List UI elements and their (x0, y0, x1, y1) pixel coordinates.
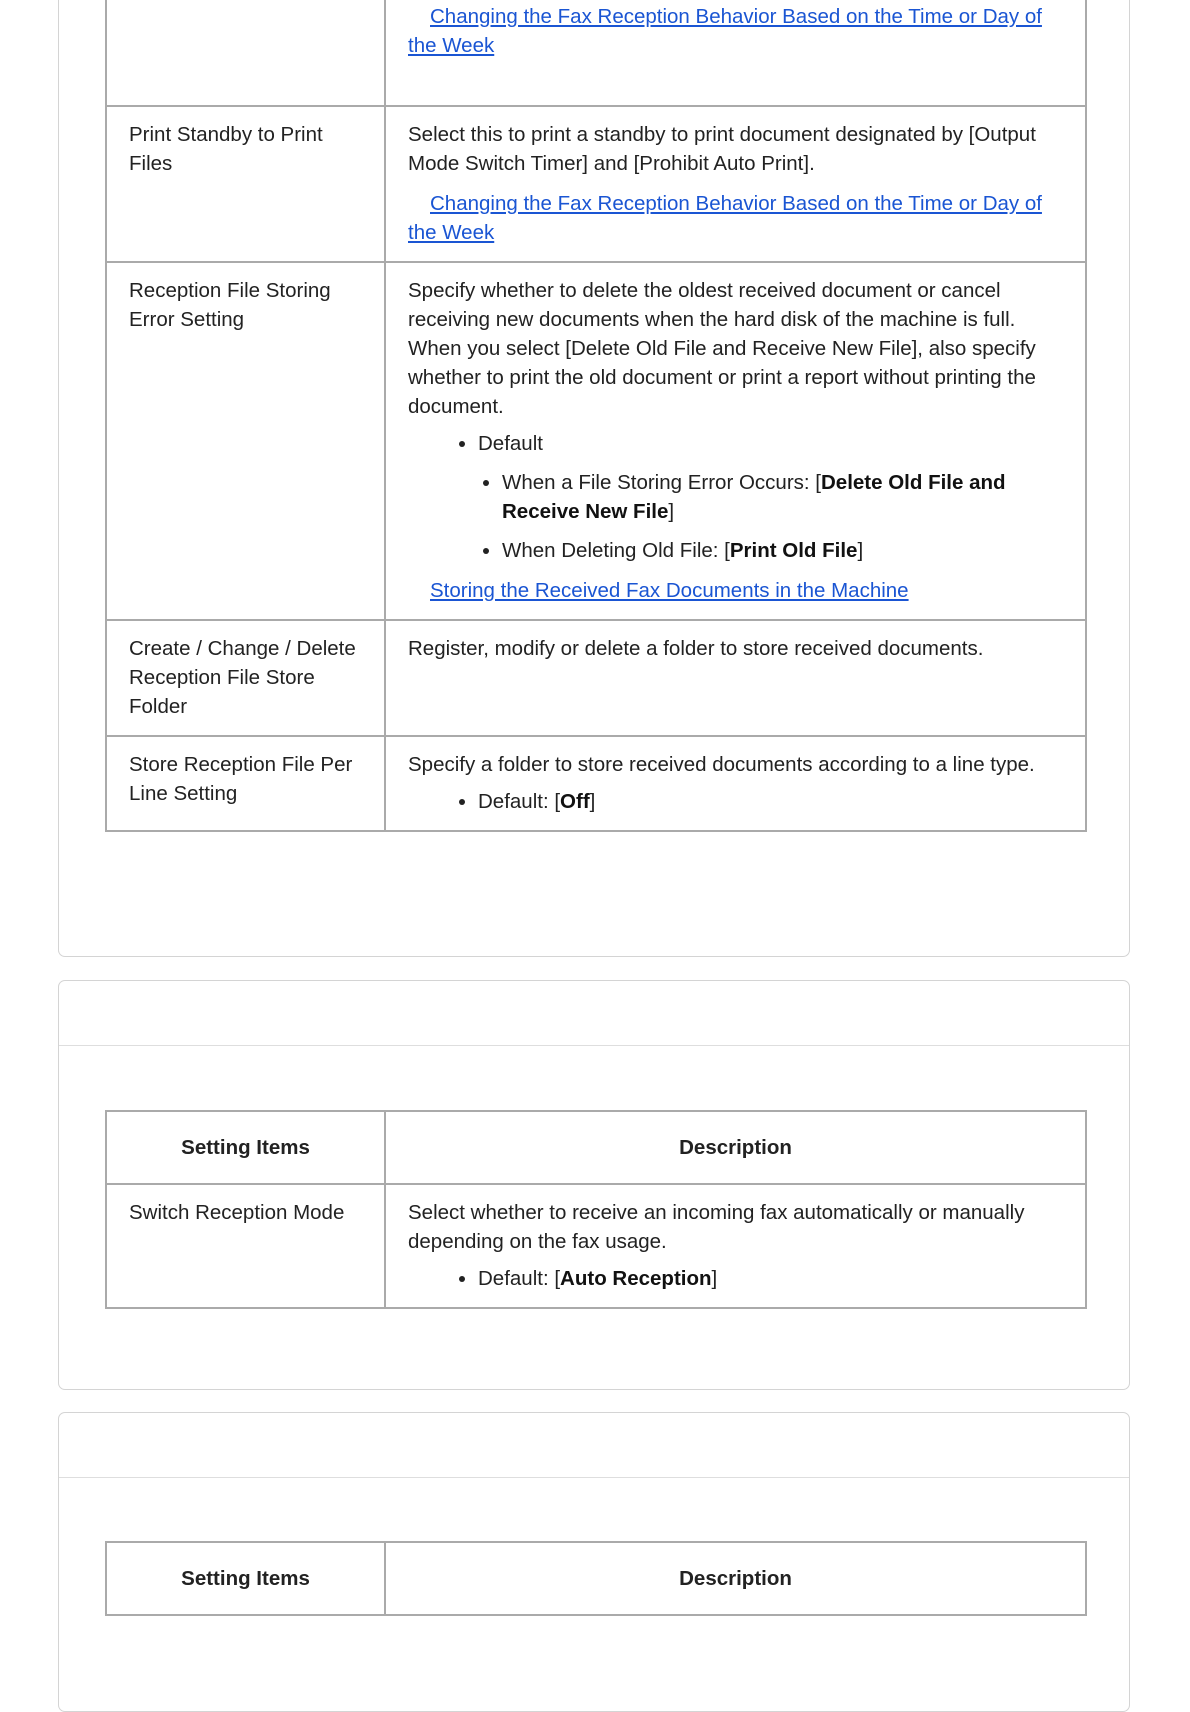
setting-item-cell: Store Reception File Per Line Setting (106, 736, 385, 831)
description-text: Select this to print a standby to print document designated by [Output Mode Switch Timer] and [Prohibit Auto Print]. (408, 123, 1036, 175)
table-row (106, 0, 1086, 106)
description-text: Specify whether to delete the oldest received document or cancel receiving new documents when the hard disk of the machine is full. When you select [Delete Old File and Receive New File], also specify whether to print the old document or print a report without printing the document. (408, 279, 1036, 418)
description-text: Register, modify or delete a folder to store received documents. (408, 637, 984, 660)
table-row (106, 620, 1086, 736)
panel-header (59, 981, 1129, 1046)
table-row (106, 1184, 1086, 1308)
description-text: Select whether to receive an incoming fax automatically or manually depending on the fax usage. (408, 1201, 1025, 1253)
list-item: • When a File Storing Error Occurs: [Delete Old File and Receive New File] (502, 468, 1063, 526)
column-header-description: Description (385, 1111, 1086, 1184)
table-header-row (106, 1542, 1086, 1615)
default-list (408, 787, 1063, 816)
settings-table-2 (105, 1110, 1087, 1309)
description-cell (385, 1184, 1086, 1308)
column-header-description: Description (385, 1542, 1086, 1615)
setting-item-cell: Create / Change / Delete Reception File Store Folder (106, 620, 385, 736)
table-row (106, 736, 1086, 831)
default-sublist (478, 468, 1063, 565)
related-link-paragraph (408, 2, 1063, 60)
description-text: Specify a folder to store received documents according to a line type. (408, 753, 1035, 776)
settings-panel-3 (58, 1412, 1130, 1712)
table-row (106, 262, 1086, 620)
related-link-paragraph (408, 189, 1063, 247)
default-list (408, 429, 1063, 565)
setting-item-cell: Print Standby to Print Files (106, 106, 385, 262)
settings-panel-1 (58, 0, 1130, 957)
default-list (408, 1264, 1063, 1293)
settings-table-3 (105, 1541, 1087, 1616)
setting-item-cell: Reception File Storing Error Setting (106, 262, 385, 620)
settings-panel-2 (58, 980, 1130, 1390)
related-link[interactable]: Changing the Fax Reception Behavior Based on the Time or Day of the Week (408, 5, 1042, 57)
description-cell (385, 262, 1086, 620)
description-cell (385, 0, 1086, 106)
list-item: • Default: [Off] (478, 787, 1063, 816)
related-link-paragraph (408, 576, 1063, 605)
description-cell (385, 736, 1086, 831)
description-cell (385, 106, 1086, 262)
settings-table-1 (105, 0, 1087, 832)
related-link[interactable]: Changing the Fax Reception Behavior Based on the Time or Day of the Week (408, 192, 1042, 244)
list-item: • When Deleting Old File: [Print Old File] (502, 536, 1063, 565)
list-item: • Default • When a File Storing Error Occurs: [Delete Old File and Receive New File] • When Deleting Old File: [Print Old File] (478, 429, 1063, 565)
column-header-setting-items: Setting Items (106, 1542, 385, 1615)
table-header-row (106, 1111, 1086, 1184)
table-row (106, 106, 1086, 262)
description-cell (385, 620, 1086, 736)
setting-item-cell (106, 0, 385, 106)
column-header-setting-items: Setting Items (106, 1111, 385, 1184)
related-link[interactable]: Storing the Received Fax Documents in the Machine (430, 579, 909, 602)
setting-item-cell: Switch Reception Mode (106, 1184, 385, 1308)
list-item: • Default: [Auto Reception] (478, 1264, 1063, 1293)
panel-header (59, 1413, 1129, 1478)
